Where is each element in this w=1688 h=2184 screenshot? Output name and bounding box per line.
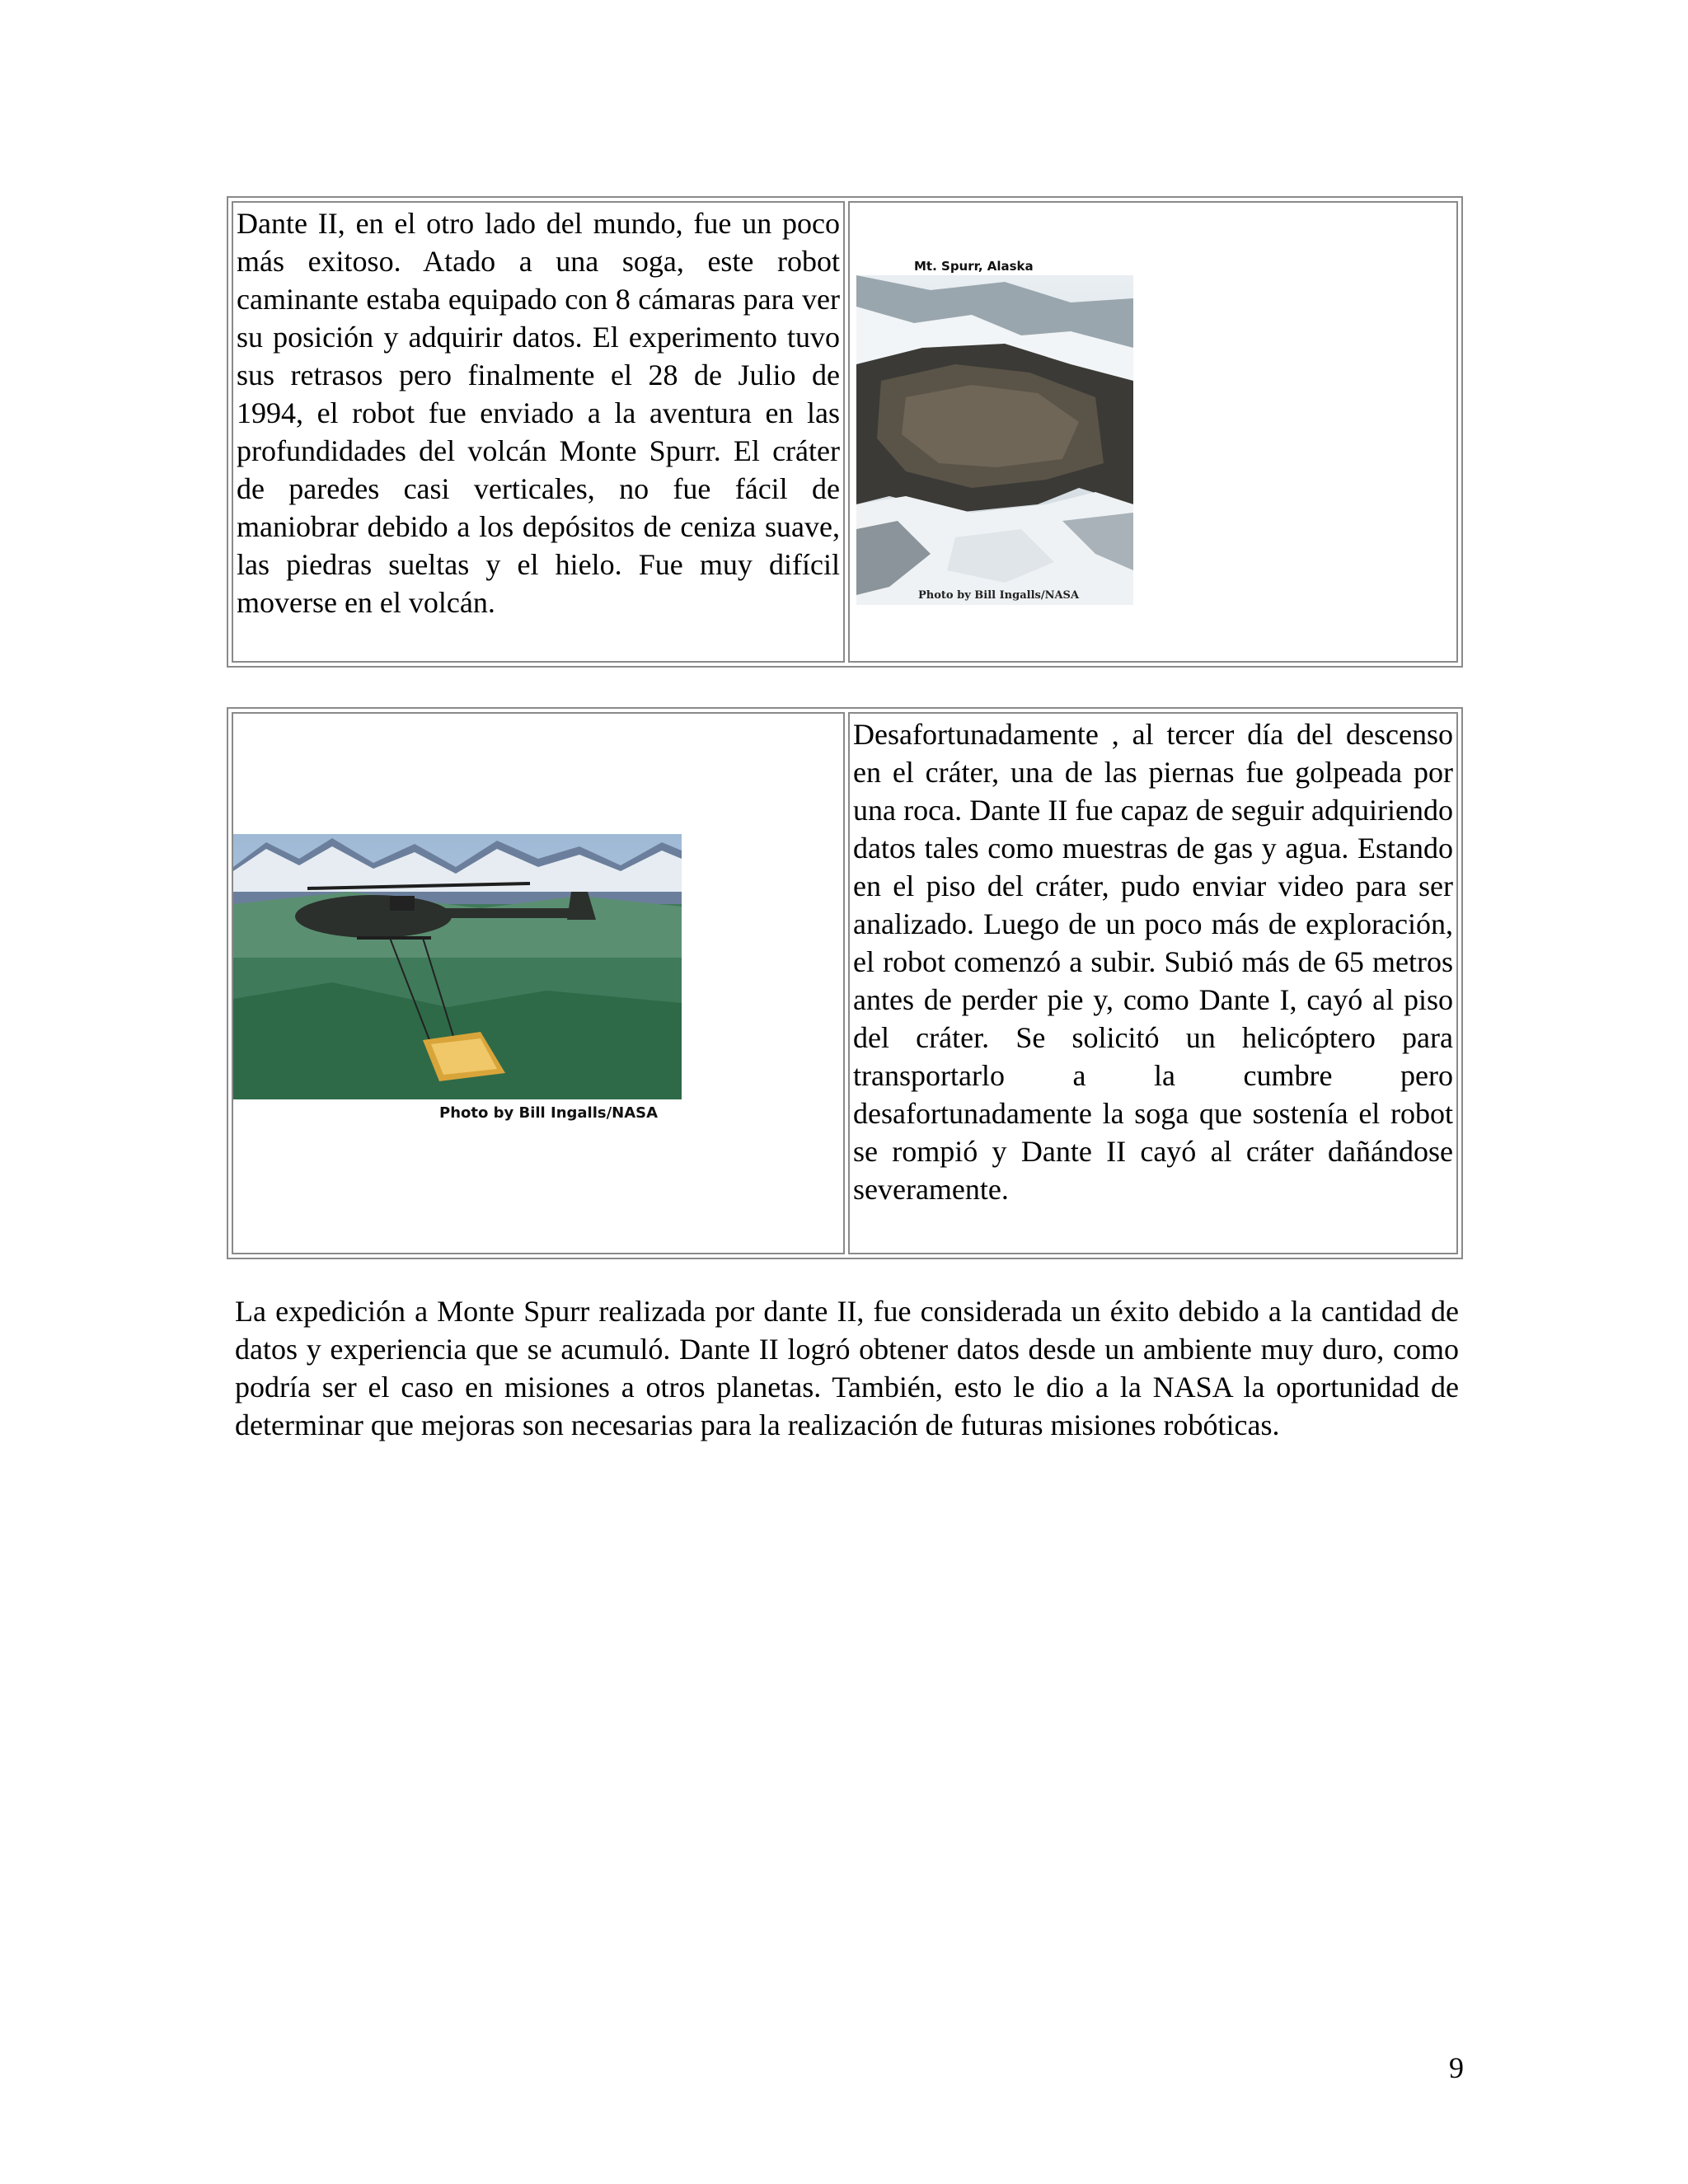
page-number: 9 xyxy=(1449,2051,1464,2084)
image-cell xyxy=(848,201,1458,663)
mt-spurr-photo-credit: Photo by Bill Ingalls/NASA xyxy=(918,589,1080,602)
image-cell xyxy=(232,712,845,1254)
text-cell xyxy=(848,712,1458,1254)
table-dante-ii-descent xyxy=(227,707,1463,1259)
mt-spurr-photo-title: Mt. Spurr, Alaska xyxy=(914,259,1034,274)
helicopter-photo xyxy=(233,834,682,1124)
helicopter-photo-credit: Photo by Bill Ingalls/NASA xyxy=(439,1104,659,1122)
mt-spurr-photo xyxy=(856,257,1133,605)
conclusion-paragraph: La expedición a Monte Spurr realizada por dante II, fue considerada un éxito debido a la cantidad de datos y experiencia que se acumuló. Dante II logró obtener datos desde un ambiente muy duro, como podría ser el caso en misiones a otros planetas. También, esto le dio a la NASA la oportunidad de determinar que mejoras son necesarias para la realización de futuras misiones robóticas. xyxy=(235,1295,1459,1441)
text-cell xyxy=(232,201,845,663)
dante-ii-descent-text: Desafortunadamente , al tercer día del descenso en el cráter, una de las piernas fue golpeada por una roca. Dante II fue capaz de seguir adquiriendo datos tales como muestras de gas y agua. Estando en el piso del cráter, pudo enviar video para ser analizado. Luego de un poco más de exploración, el robot comenzó a subir. Subió más de 65 metros antes de perder pie y, como Dante I, cayó al piso del cráter. Se solicitó un helicóptero para transportarlo a la cumbre pero desafortunadamente la soga que sostenía el robot se rompió y Dante II cayó al cráter dañándose severamente. xyxy=(853,718,1453,1206)
table-dante-ii-intro xyxy=(227,196,1463,668)
dante-ii-intro-text: Dante II, en el otro lado del mundo, fue un poco más exitoso. Atado a una soga, este robot caminante estaba equipado con 8 cámaras para ver su posición y adquirir datos. El experimento tuvo sus retrasos pero finalmente el 28 de Julio de 1994, el robot fue enviado a la aventura en las profundidades del volcán Monte Spurr. El cráter de paredes casi verticales, no fue fácil de maniobrar debido a los depósitos de ceniza suave, las piedras sueltas y el hielo. Fue muy difícil moverse en el volcán. xyxy=(237,207,840,619)
